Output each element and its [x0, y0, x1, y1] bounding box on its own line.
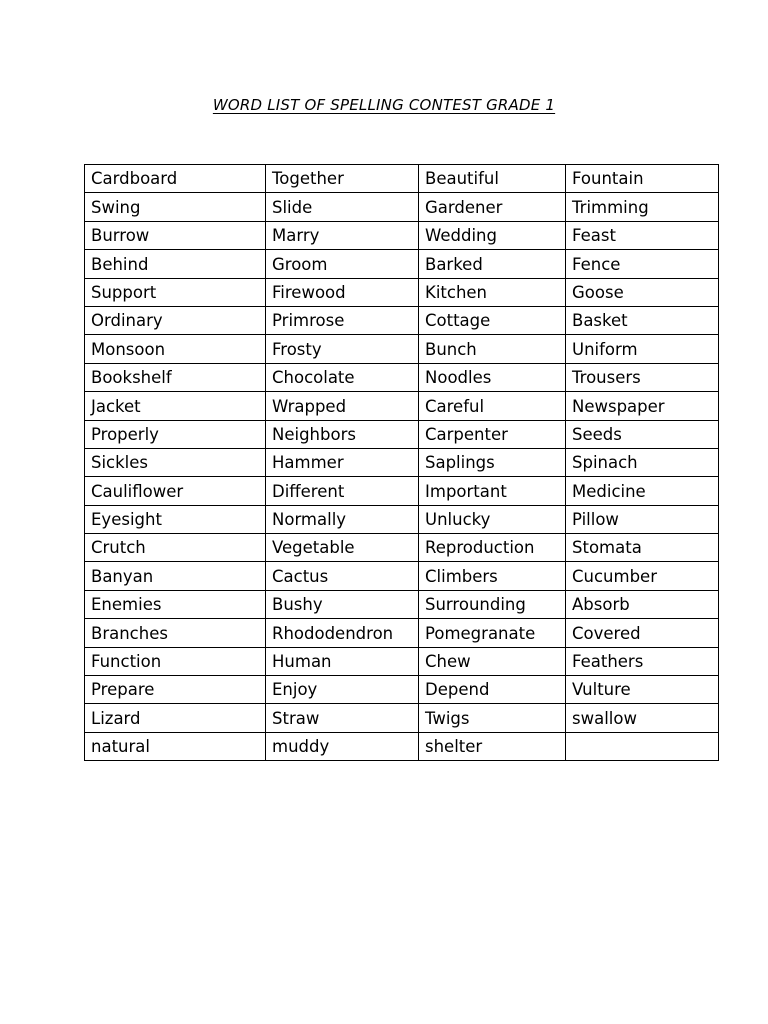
word-cell: Medicine — [566, 477, 719, 505]
word-cell: Cucumber — [566, 562, 719, 590]
word-cell: Seeds — [566, 420, 719, 448]
word-cell: Bunch — [419, 335, 566, 363]
word-cell: natural — [85, 732, 266, 760]
word-cell: Noodles — [419, 363, 566, 391]
word-cell: Basket — [566, 306, 719, 334]
word-cell: Feast — [566, 221, 719, 249]
table-row — [85, 420, 719, 448]
table-row — [85, 278, 719, 306]
table-row — [85, 732, 719, 760]
word-cell: Carpenter — [419, 420, 566, 448]
word-cell: Beautiful — [419, 165, 566, 193]
word-cell: Behind — [85, 250, 266, 278]
word-cell: Banyan — [85, 562, 266, 590]
table-row — [85, 704, 719, 732]
word-cell: Human — [266, 647, 419, 675]
word-cell: Support — [85, 278, 266, 306]
word-list-table — [84, 164, 719, 761]
word-cell: Cardboard — [85, 165, 266, 193]
word-cell: Vegetable — [266, 534, 419, 562]
word-cell: Careful — [419, 392, 566, 420]
word-cell: Enemies — [85, 590, 266, 618]
word-cell: Surrounding — [419, 590, 566, 618]
word-cell: Fountain — [566, 165, 719, 193]
word-cell: Wrapped — [266, 392, 419, 420]
word-cell: Vulture — [566, 676, 719, 704]
table-row — [85, 619, 719, 647]
word-cell: Chocolate — [266, 363, 419, 391]
word-cell: Trousers — [566, 363, 719, 391]
word-cell: Absorb — [566, 590, 719, 618]
word-cell: Uniform — [566, 335, 719, 363]
table-row — [85, 448, 719, 476]
word-cell: Primrose — [266, 306, 419, 334]
word-cell: Cottage — [419, 306, 566, 334]
word-cell: Saplings — [419, 448, 566, 476]
table-row — [85, 363, 719, 391]
table-row — [85, 335, 719, 363]
word-cell: Reproduction — [419, 534, 566, 562]
table-row — [85, 221, 719, 249]
table-row — [85, 165, 719, 193]
word-cell: Branches — [85, 619, 266, 647]
word-cell: shelter — [419, 732, 566, 760]
word-cell: Neighbors — [266, 420, 419, 448]
word-cell: Unlucky — [419, 505, 566, 533]
word-cell: Bushy — [266, 590, 419, 618]
table-row — [85, 590, 719, 618]
word-cell: Function — [85, 647, 266, 675]
word-cell: Gardener — [419, 193, 566, 221]
word-cell: Rhododendron — [266, 619, 419, 647]
page-title: WORD LIST OF SPELLING CONTEST GRADE 1 — [212, 96, 556, 114]
word-cell — [566, 732, 719, 760]
word-cell: Normally — [266, 505, 419, 533]
word-cell: Monsoon — [85, 335, 266, 363]
word-cell: Bookshelf — [85, 363, 266, 391]
word-cell: Ordinary — [85, 306, 266, 334]
word-cell: swallow — [566, 704, 719, 732]
word-cell: Different — [266, 477, 419, 505]
word-cell: Barked — [419, 250, 566, 278]
table-row — [85, 306, 719, 334]
table-row — [85, 647, 719, 675]
word-cell: Chew — [419, 647, 566, 675]
word-cell: Pomegranate — [419, 619, 566, 647]
word-cell: Enjoy — [266, 676, 419, 704]
word-cell: Spinach — [566, 448, 719, 476]
word-cell: Groom — [266, 250, 419, 278]
table-row — [85, 505, 719, 533]
word-cell: Covered — [566, 619, 719, 647]
word-cell: Hammer — [266, 448, 419, 476]
word-cell: Trimming — [566, 193, 719, 221]
word-cell: Stomata — [566, 534, 719, 562]
word-cell: Pillow — [566, 505, 719, 533]
word-list-body — [85, 165, 719, 761]
word-cell: muddy — [266, 732, 419, 760]
word-cell: Lizard — [85, 704, 266, 732]
word-cell: Straw — [266, 704, 419, 732]
word-cell: Burrow — [85, 221, 266, 249]
word-cell: Jacket — [85, 392, 266, 420]
word-cell: Cauliflower — [85, 477, 266, 505]
word-cell: Properly — [85, 420, 266, 448]
word-cell: Wedding — [419, 221, 566, 249]
table-row — [85, 193, 719, 221]
word-cell: Together — [266, 165, 419, 193]
table-row — [85, 250, 719, 278]
word-cell: Crutch — [85, 534, 266, 562]
word-cell: Important — [419, 477, 566, 505]
word-cell: Sickles — [85, 448, 266, 476]
word-cell: Prepare — [85, 676, 266, 704]
word-cell: Climbers — [419, 562, 566, 590]
word-cell: Frosty — [266, 335, 419, 363]
table-row — [85, 477, 719, 505]
word-cell: Marry — [266, 221, 419, 249]
word-cell: Goose — [566, 278, 719, 306]
word-cell: Eyesight — [85, 505, 266, 533]
word-cell: Slide — [266, 193, 419, 221]
word-cell: Feathers — [566, 647, 719, 675]
word-cell: Cactus — [266, 562, 419, 590]
word-cell: Twigs — [419, 704, 566, 732]
word-cell: Swing — [85, 193, 266, 221]
table-row — [85, 534, 719, 562]
word-cell: Depend — [419, 676, 566, 704]
word-cell: Fence — [566, 250, 719, 278]
table-row — [85, 676, 719, 704]
table-row — [85, 392, 719, 420]
table-row — [85, 562, 719, 590]
word-cell: Kitchen — [419, 278, 566, 306]
word-cell: Newspaper — [566, 392, 719, 420]
word-cell: Firewood — [266, 278, 419, 306]
